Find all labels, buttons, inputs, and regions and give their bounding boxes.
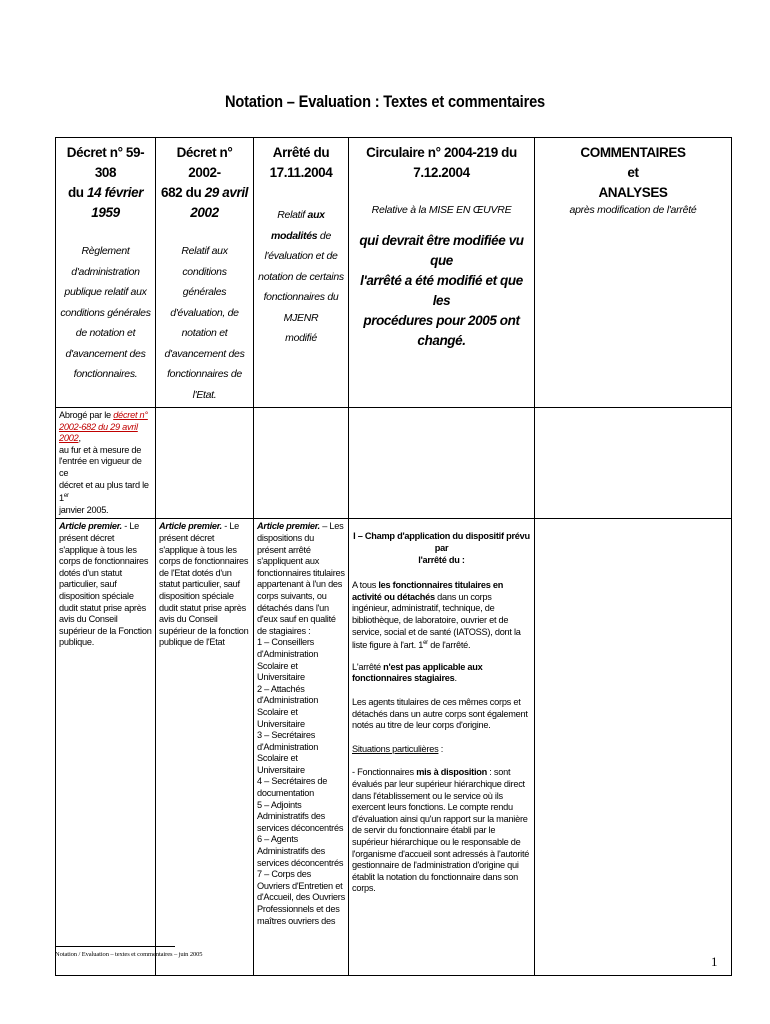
- decret-1959-year: 1959: [91, 205, 120, 220]
- text: .: [454, 673, 457, 684]
- text: de l'arrêté.: [427, 640, 471, 651]
- arrete-desc: modifié: [285, 332, 317, 344]
- decret-1959-desc: Règlement: [81, 245, 130, 257]
- abroge-text: l'entrée en vigueur de ce: [59, 456, 142, 478]
- article-label: Article premier.: [257, 521, 320, 532]
- commentaires-et: et: [627, 165, 639, 180]
- page-number: 1: [711, 954, 718, 969]
- corps-item: 3 – Secrétaires d'Administration Scolaire et Universitaire: [257, 730, 319, 775]
- commentaires-subtitle: après modification de l'arrêté: [569, 204, 697, 216]
- arrete-desc: notation de certains: [258, 270, 344, 283]
- text-bold: mis à disposition: [416, 767, 487, 778]
- decret-1959-desc: fonctionnaires.: [73, 368, 138, 380]
- decret-2002-desc: d'évaluation, de: [170, 306, 239, 319]
- corps-item: 6 – Agents Administratifs des services déconcentrés: [257, 834, 344, 868]
- corps-item: 1 – Conseillers d'Administration Scolaire et Universitaire: [257, 637, 319, 683]
- abroge-prefix: Abrogé par le: [59, 410, 114, 420]
- corps-item: 7 – Corps des Ouvriers d'Entretien et d'Accueil, des Ouvriers Professionnels et des maîtres ouvriers des: [257, 869, 345, 926]
- arrete-date: 17.11.2004: [269, 165, 333, 180]
- commentaires-analyses: ANALYSES: [598, 185, 668, 200]
- paragraph-4: [352, 744, 531, 756]
- decret-1959-desc: conditions générales: [60, 306, 151, 319]
- empty-cell: [254, 408, 349, 519]
- page-title: Notation – Evaluation : Textes et commentaires: [224, 92, 546, 111]
- circulaire-subtitle: Relative à la MISE EN ŒUVRE: [371, 204, 512, 216]
- decret-1959-desc: d'administration: [71, 265, 140, 278]
- decret-1959-title: Décret n° 59-308: [66, 145, 145, 180]
- commentaires-title: COMMENTAIRES: [580, 145, 686, 160]
- footer-rule: [55, 946, 175, 947]
- paragraph-5: [352, 767, 531, 895]
- abroge-text: ,: [78, 433, 81, 444]
- arrete-desc: Relatif: [277, 209, 308, 221]
- circulaire-title: Circulaire n° 2004-219 du: [366, 145, 517, 160]
- sup: er: [423, 640, 428, 647]
- decret-1959-du: du: [67, 185, 87, 200]
- corps-item: 2 – Attachés d'Administration Scolaire et Universitaire: [257, 683, 319, 729]
- article-label: Article premier.: [59, 521, 122, 532]
- text: dans un corps ingénieur, administratif, technique, de bibliothèque, de laboratoire, ouvrier et de service, social et de santé (IATOSS), dont la liste figure à l'art. 1: [352, 591, 521, 651]
- circulaire-date: 7.12.2004: [413, 165, 470, 180]
- article-label: Article premier.: [159, 521, 222, 532]
- article-circulaire: [349, 519, 535, 976]
- arrete-desc-bold: modalités: [270, 229, 318, 242]
- decret-link-text: décret n°: [113, 410, 148, 420]
- abroge-sup: er: [63, 493, 69, 500]
- corps-item: 5 – Adjoints Administratifs des services déconcentrés: [257, 799, 344, 833]
- decret-link-text: 2002-682 du 29 avril 2002: [59, 421, 138, 444]
- text: L'arrêté: [352, 661, 384, 672]
- empty-cell: [535, 408, 732, 519]
- decret-2002-year: 2002: [190, 205, 219, 220]
- decret-2002-date: 29 avril: [204, 185, 249, 200]
- article-text: - Le présent décret s'applique à tous les corps de fonctionnaires dotés d'un statut particulier, sauf disposition spéciale dudit statut prise après avis du Conseil supérieur de la Fonction publique.: [59, 521, 152, 648]
- decret-2002-desc: notation et: [181, 327, 228, 339]
- text: A tous: [352, 580, 379, 591]
- arrete-title: Arrêté du: [272, 145, 330, 160]
- footer-text: Notation / Evaluation – textes et commentaires – juin 2005: [55, 951, 203, 958]
- decret-2002-desc: Relatif aux conditions: [181, 245, 228, 278]
- circulaire-note: qui devrait être modifiée vu que: [359, 232, 524, 268]
- arrete-desc-bold: aux: [307, 209, 325, 221]
- article-arrete: [254, 519, 349, 976]
- circulaire-note: procédures pour 2005 ont: [363, 312, 520, 328]
- decret-2002-desc: fonctionnaires de: [167, 368, 242, 380]
- article-decret-2002: [156, 519, 254, 976]
- comparison-table: [55, 137, 732, 976]
- decret-1959-desc: d'avancement des: [65, 347, 146, 360]
- decret-2002-desc: l'Etat.: [192, 388, 217, 401]
- decret-1959-desc: de notation et: [75, 327, 136, 339]
- section-title: I – Champ d'application du dispositif prévu par: [353, 531, 530, 553]
- section-title: l'arrêté du :: [418, 554, 465, 565]
- header-decret-1959: [56, 138, 156, 408]
- situations-title: Situations particulières: [352, 743, 439, 754]
- paragraph-3: Les agents titulaires de ces mêmes corps et détachés dans un autre corps sont également notés au titre de leur corps d'origine.: [352, 697, 528, 731]
- text: :: [438, 743, 444, 754]
- paragraph-1: [352, 580, 531, 652]
- header-row: [56, 138, 732, 408]
- article-commentaires: [535, 519, 732, 976]
- abroge-cell: [56, 408, 156, 519]
- article-decret-1959: [56, 519, 156, 976]
- text-bold: les fonctionnaires titulaires en activité ou détachés: [352, 580, 504, 602]
- header-commentaires: [535, 138, 732, 408]
- header-arrete-2004: [254, 138, 349, 408]
- paragraph-2: [352, 662, 531, 685]
- abroge-text: au fur et à mesure de: [59, 444, 142, 455]
- text: : sont évalués par leur supérieur hiérarchique direct dans l'établissement ou le service où ils exercent leurs fonctions. Le compte rendu d'évaluation ainsi qu'un rapport sur la manière de servir du fonctionnaire établi par le supérieur hiérarchique ou le responsable de l'organisme d'accueil sont adressés à l'autorité gestionnaire de l'administration d'origine qui établit la notation du fonctionnaire dans son corps.: [352, 767, 530, 894]
- abroge-text: janvier 2005.: [59, 504, 109, 515]
- decret-1959-desc: publique relatif aux: [64, 286, 147, 298]
- decret-2002-number: 682 du: [160, 185, 205, 200]
- text: - Fonctionnaires: [352, 767, 417, 778]
- article-text: – Les dispositions du présent arrêté s'appliquent aux fonctionnaires titulaires appartenant à l'un des corps suivants, ou détachés dans l'un d'eux sauf en qualité de stagiaires :: [257, 521, 345, 636]
- header-circulaire-2004: [349, 138, 535, 408]
- arrete-desc: fonctionnaires du: [263, 291, 339, 303]
- arrete-desc: MJENR: [283, 311, 319, 324]
- decret-2002-title: Décret n° 2002-: [176, 145, 233, 180]
- article-row: [56, 519, 732, 976]
- empty-cell: [349, 408, 535, 519]
- circulaire-note: l'arrêté a été modifié et que les: [360, 272, 523, 308]
- abroge-text: décret et au plus tard le 1: [59, 479, 149, 504]
- header-decret-2002: [156, 138, 254, 408]
- text-bold: n'est pas applicable aux fonctionnaires stagiaires: [352, 661, 483, 684]
- circulaire-note: changé.: [417, 332, 466, 348]
- corps-item: 4 – Secrétaires de documentation: [257, 776, 328, 799]
- decret-2002-desc: d'avancement des: [164, 347, 245, 360]
- empty-cell: [156, 408, 254, 519]
- arrete-desc: de: [317, 229, 332, 242]
- article-text: - Le présent décret s'applique à tous les corps de fonctionnaires de l'Etat dotés d'un statut particulier, sauf disposition spéciale dudit statut prise après avis du Conseil supérieur de la fonction publique de l'Etat: [159, 521, 249, 648]
- decret-1959-date: 14 février: [87, 185, 144, 200]
- abroge-row: [56, 408, 732, 519]
- arrete-desc: l'évaluation et de: [264, 250, 338, 262]
- decret-2002-desc: générales: [182, 286, 227, 298]
